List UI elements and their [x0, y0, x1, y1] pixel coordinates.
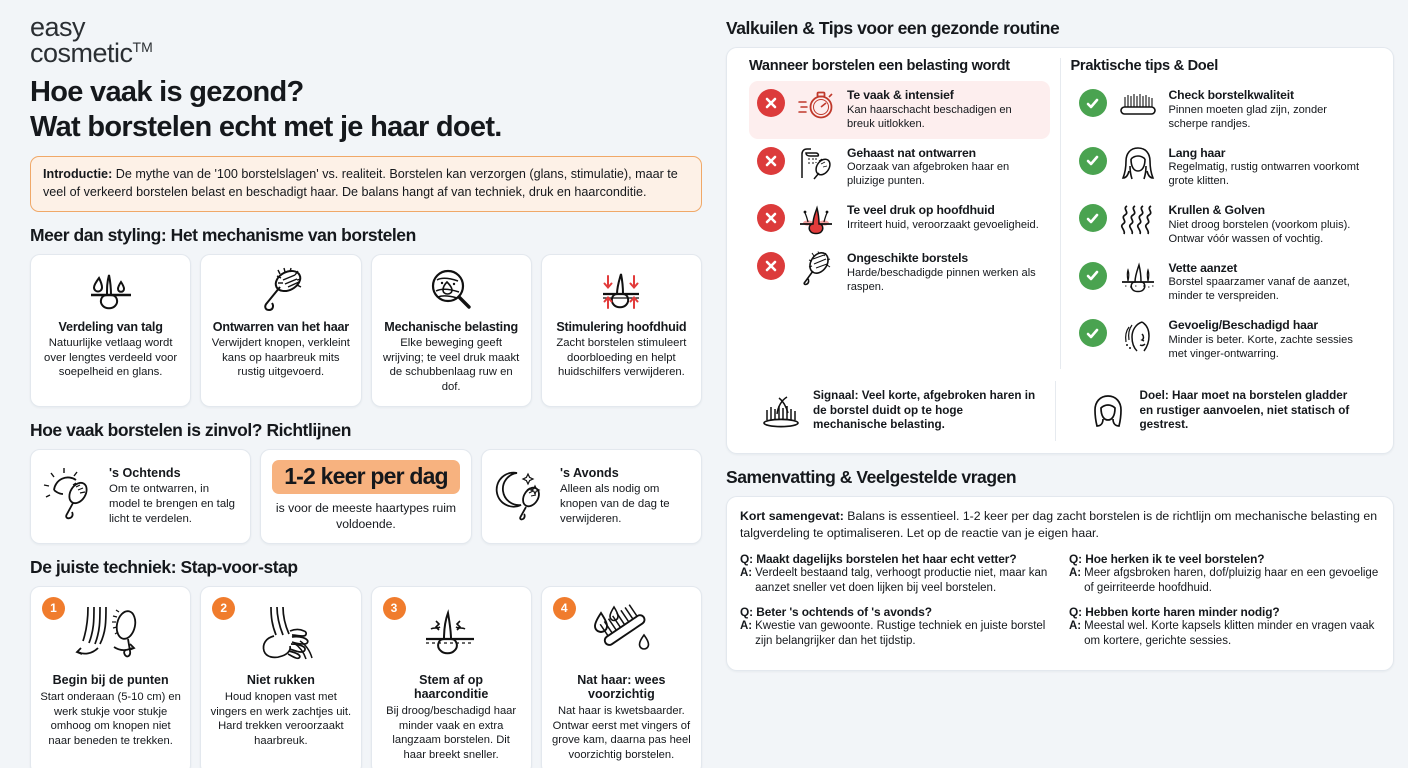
introduction-label: Introductie: — [43, 166, 113, 181]
tip-body: Regelmatig, rustig ontwarren voorkomt grote klitten. — [1168, 161, 1360, 188]
faq-answer-text: Meer afgsbroken haren, dof/pluizig haar en een gevoelige of geirriteerde hoofdhuid. — [1084, 567, 1379, 595]
guideline-body: Om te ontwarren, in model te brengen en talg licht te verdelen. — [109, 483, 236, 525]
step-title: Niet rukken — [246, 672, 315, 687]
hand-holding-hair-icon — [238, 601, 324, 663]
tip-title: Check borstelkwaliteit — [1168, 88, 1294, 102]
faq-answer-label: A: — [740, 620, 753, 633]
mechanism-card-title: Ontwarren van het haar — [212, 320, 350, 335]
goal-callout — [1076, 381, 1372, 441]
step-title: Begin bij de punten — [52, 672, 169, 687]
pitfalls-heading: Valkuilen & Tips voor een gezonde routine — [726, 18, 1060, 38]
tip-title: Lang haar — [1168, 145, 1226, 160]
tip-body: Niet droog borstelen (voorkom pluis). Ontwar vóór wassen of vochtig. — [1168, 218, 1351, 245]
check-mark-icon — [1079, 89, 1107, 117]
step-body: Start onderaan (5-10 cm) en werk stukje voor stukje omhoog om knopen niet naar beneden te trekken. — [40, 690, 181, 747]
mechanism-card — [541, 254, 702, 407]
technique-heading: De juiste techniek: Stap-voor-stap — [30, 556, 298, 577]
faq-answer — [1069, 566, 1380, 596]
faq-answer — [740, 566, 1051, 596]
faq-answer — [740, 619, 1051, 649]
step-title: Stem af op haarconditie — [413, 672, 489, 701]
technique-step-card — [30, 586, 191, 768]
technique-step-card — [200, 586, 361, 768]
pitfalls-panel — [726, 47, 1394, 454]
tip-body: Borstel spaarzamer vanaf de aanzet, minder te verspreiden. — [1168, 276, 1350, 303]
smooth-hair-woman-icon — [1085, 394, 1131, 428]
x-mark-icon — [757, 204, 785, 232]
tip-body: Pinnen moeten glad zijn, zonder scherpe randjes. — [1168, 103, 1327, 130]
trademark-symbol: TM — [132, 39, 153, 56]
pitfall-body: Irriteert huid, veroorzaakt gevoeligheid. — [847, 218, 1039, 231]
title-line-1: Hoe vaak is gezond? — [30, 75, 304, 108]
brush-detangle-icon — [253, 267, 309, 313]
faq-column — [740, 552, 1051, 658]
signal-text: Signaal: Veel korte, afgebroken haren in de borstel duidt op te hoge mechanische belasting. — [813, 388, 1036, 432]
bad-brush-icon — [794, 251, 838, 285]
check-mark-icon — [1079, 319, 1107, 347]
frequency-highlight: 1-2 keer per dag — [272, 460, 460, 494]
check-mark-icon — [1079, 262, 1107, 290]
tip-title: Vette aanzet — [1168, 260, 1238, 275]
tip-item — [1071, 311, 1372, 369]
tip-title: Gevoelig/Beschadigd haar — [1168, 318, 1318, 333]
pitfalls-left-title: Wanneer borstelen een belasting wordt — [749, 58, 1010, 74]
mechanism-card-body: Natuurlijke vetlaag wordt over lengtes verdeeld voor soepelheid en glans. — [44, 337, 178, 379]
guidelines-heading: Hoe vaak borstelen is zinvol? Richtlijnen — [30, 420, 351, 441]
faq-question: Q: Hebben korte haren minder nodig? — [1069, 605, 1280, 620]
faq-entry — [1069, 552, 1380, 596]
wet-comb-drops-icon — [581, 601, 661, 663]
oily-roots-icon — [1116, 261, 1160, 295]
guideline-title: 's Avonds — [560, 466, 619, 481]
mechanism-heading: Meer dan styling: Het mechanisme van borstelen — [30, 225, 416, 246]
x-mark-icon — [757, 147, 785, 175]
faq-question: Q: Hoe herken ik te veel borstelen? — [1069, 552, 1265, 567]
tip-item — [1071, 81, 1372, 139]
introduction-box — [30, 156, 702, 213]
faq-answer-text: Verdeelt bestaand talg, verhoogt productie niet, maar kan aanzet sneller vet doen lijken bij veel borstelen. — [755, 567, 1048, 595]
scalp-stimulation-arrows-icon — [593, 267, 649, 313]
mechanism-card-title: Mechanische belasting — [384, 320, 518, 335]
tip-title: Krullen & Golven — [1168, 203, 1265, 218]
shower-brush-icon — [794, 146, 838, 180]
tip-item — [1071, 139, 1372, 197]
mechanism-card-title: Stimulering hoofdhuid — [556, 320, 687, 335]
title-line-2: Wat borstelen echt met je haar doet. — [30, 111, 502, 144]
mechanism-card — [200, 254, 361, 407]
introduction-text: De mythe van de '100 borstelslagen' vs. realiteit. Borstelen kan verzorgen (glans, stimulatie), maar te veel of verkeerd borstelen belast en beschadigt haar. De balans hangt af van techniek, druk en haarconditie. — [43, 166, 678, 199]
summary-paragraph — [740, 508, 1380, 541]
brand-logo — [30, 14, 702, 67]
x-mark-icon — [757, 89, 785, 117]
sensitive-hair-face-icon — [1116, 318, 1160, 352]
pitfalls-right-title: Praktische tips & Doel — [1070, 58, 1218, 74]
brand-line1: easy — [30, 12, 86, 42]
guideline-title: 's Ochtends — [109, 466, 181, 481]
pitfall-item — [749, 81, 1050, 139]
pitfall-title: Te vaak & intensief — [847, 88, 954, 102]
signal-callout — [749, 381, 1045, 441]
step-body: Nat haar is kwetsbaarder. Ontwar eerst met vingers of grove kam, daarna pas heel voorzichtig borstelen. — [552, 704, 691, 761]
pitfall-item — [749, 196, 1050, 244]
pitfall-body: Harde/beschadigde pinnen werken als raspen. — [847, 266, 1036, 293]
sun-brush-icon — [42, 466, 100, 527]
broken-hairs-brush-icon — [758, 394, 804, 428]
faq-heading: Samenvatting & Veelgestelde vragen — [726, 467, 1017, 488]
guideline-body: Alleen als nodig om knopen van de dag te verwijderen. — [560, 483, 670, 525]
faq-panel — [726, 496, 1394, 671]
mechanism-card-body: Elke beweging geeft wrijving; te veel druk maakt de schubbenlaag ruw en dof. — [383, 337, 520, 393]
pitfall-item — [749, 139, 1050, 197]
mechanism-card-title: Verdeling van talg — [58, 320, 163, 335]
faq-entry — [740, 605, 1051, 649]
tip-body: Minder is beter. Korte, zachte sessies met vinger-ontwarring. — [1168, 333, 1353, 360]
faq-grid — [740, 552, 1380, 658]
guidelines-row — [30, 449, 702, 544]
mechanism-card — [371, 254, 532, 407]
long-hair-woman-icon — [1116, 146, 1160, 180]
faq-question: Q: Beter 's ochtends of 's avonds? — [740, 605, 932, 620]
technique-step-row — [30, 586, 702, 768]
curly-waves-icon — [1116, 203, 1160, 237]
pitfall-item — [749, 244, 1050, 302]
pitfall-title: Ongeschikte borstels — [847, 251, 968, 266]
moon-brush-icon — [493, 468, 551, 525]
step-title: Nat haar: wees voorzichtig — [577, 672, 666, 701]
check-mark-icon — [1079, 204, 1107, 232]
pitfalls-right-column — [1061, 58, 1382, 369]
hair-ends-brush-icon — [68, 601, 154, 663]
pitfalls-left-column — [739, 58, 1061, 369]
faq-entry — [740, 552, 1051, 596]
guideline-card-morning — [30, 449, 251, 544]
page-title — [30, 75, 702, 146]
technique-step-card — [371, 586, 532, 768]
frequency-subtext: is voor de meeste haartypes ruim voldoende. — [275, 501, 457, 532]
sebum-drop-follicle-icon — [83, 267, 139, 313]
faq-answer-text: Meestal wel. Korte kapsels klitten minder en vragen vaak om kortere, gerichte sessies. — [1084, 620, 1375, 648]
faq-column — [1069, 552, 1380, 658]
pitfalls-footer-row — [727, 381, 1393, 453]
guideline-card-evening — [481, 449, 702, 544]
left-column — [30, 14, 702, 760]
step-body: Houd knopen vast met vingers en werk zachtjes uit. Hard trekken veroorzaakt haarbreuk. — [210, 690, 352, 747]
summary-label: Kort samengevat: — [740, 509, 844, 524]
mechanism-card-row — [30, 254, 702, 407]
faq-answer — [1069, 619, 1380, 649]
flat-brush-icon — [1116, 88, 1160, 122]
tip-item — [1071, 196, 1372, 254]
right-column — [726, 14, 1394, 760]
faq-entry — [1069, 605, 1380, 649]
goal-text: Doel: Haar moet na borstelen gladder en rustiger aanvoelen, niet statisch of gestrest. — [1139, 388, 1350, 432]
summary-text: Balans is essentieel. 1-2 keer per dag zacht borstelen is de richtlijn om mechanische belasting en talgverdeling te optimaliseren. Let op de reactie van je eigen haar. — [740, 509, 1378, 540]
guideline-card-frequency — [260, 449, 472, 544]
mechanism-card — [30, 254, 191, 407]
damaged-follicle-icon — [414, 601, 488, 663]
pitfalls-footer-left-cell — [739, 381, 1056, 441]
step-number-badge: 4 — [553, 597, 576, 620]
magnifier-cuticle-icon — [425, 267, 477, 313]
stopwatch-icon — [794, 88, 838, 122]
faq-answer-label: A: — [1069, 620, 1082, 633]
mechanism-card-body: Zacht borstelen stimuleert doorbloeding en helpt huidschilfers verwijderen. — [556, 337, 687, 379]
pitfall-title: Gehaast nat ontwarren — [847, 145, 976, 160]
step-number-badge: 2 — [212, 597, 235, 620]
mechanism-card-body: Verwijdert knopen, verkleint kans op haarbreuk mits rustig uitgevoerd. — [211, 337, 350, 379]
pitfall-body: Oorzaak van afgebroken haar en pluizige punten. — [847, 161, 1010, 188]
technique-step-card — [541, 586, 702, 768]
tip-item — [1071, 254, 1372, 312]
pitfall-body: Kan haarschacht beschadigen en breuk uitlokken. — [847, 103, 1012, 130]
brand-line2: cosmetic — [30, 38, 133, 69]
faq-answer-label: A: — [1069, 567, 1082, 580]
faq-answer-label: A: — [740, 567, 753, 580]
step-body: Bij droog/beschadigd haar minder vaak en extra langzaam borstelen. Dit haar breekt sneller. — [386, 704, 517, 761]
check-mark-icon — [1079, 147, 1107, 175]
irritated-scalp-icon — [794, 203, 838, 237]
faq-answer-text: Kwestie van gewoonte. Rustige techniek en juiste borstel zijn belangrijker dan het tijdstip. — [755, 620, 1046, 648]
step-number-badge: 3 — [383, 597, 406, 620]
faq-question: Q: Maakt dagelijks borstelen het haar echt vetter? — [740, 552, 1017, 567]
x-mark-icon — [757, 252, 785, 280]
pitfall-title: Te veel druk op hoofdhuid — [847, 203, 995, 218]
step-number-badge: 1 — [42, 597, 65, 620]
pitfalls-footer-right-cell — [1066, 381, 1382, 441]
